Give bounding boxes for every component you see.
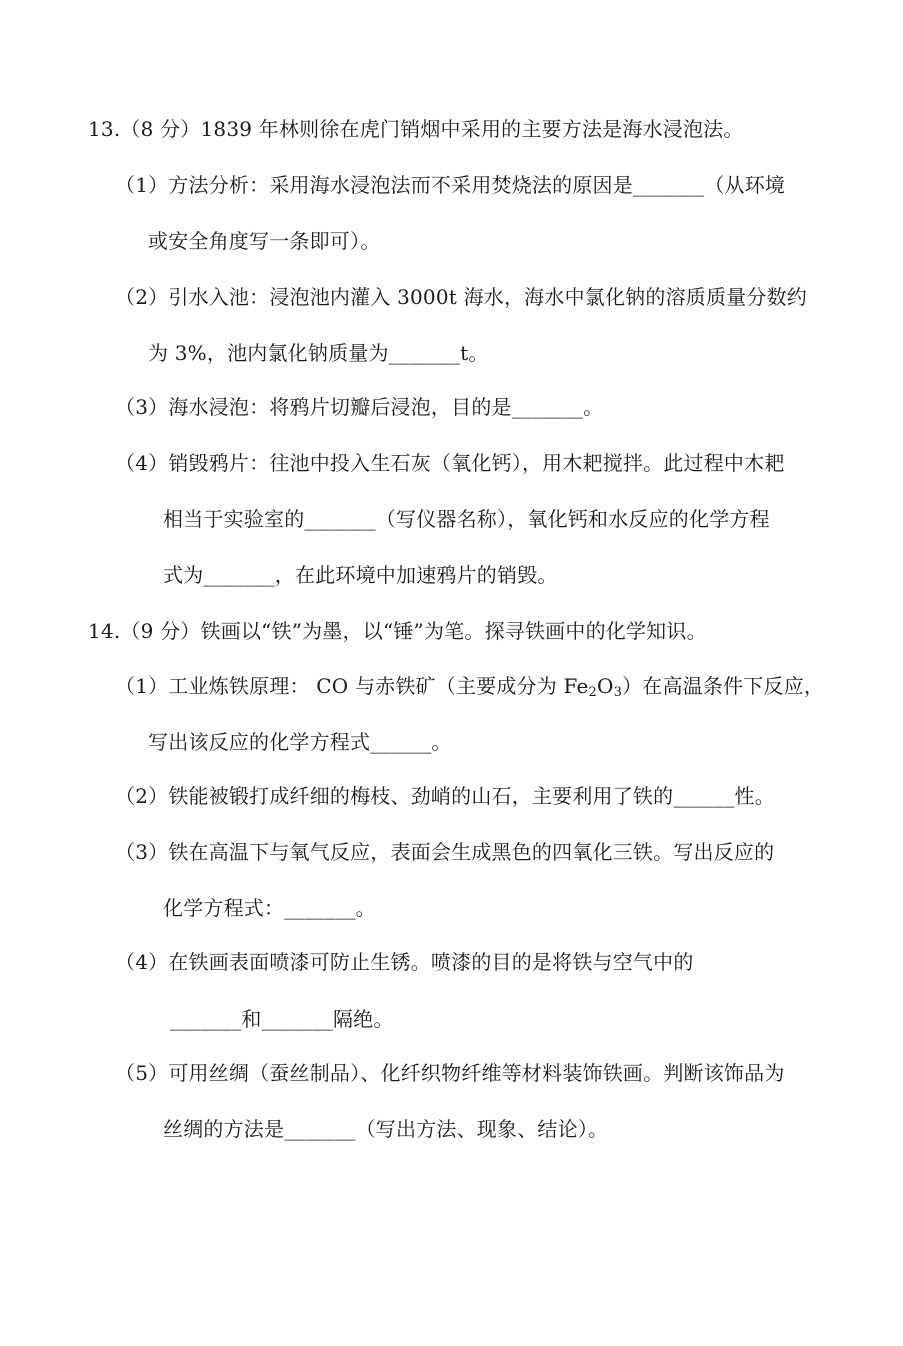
q13-part1-line1: （1）方法分析：采用海水浸泡法而不采用焚烧法的原因是_______（从环境 [115, 173, 786, 197]
q14-part1-text-o: O [597, 674, 614, 698]
subscript-2: 2 [588, 685, 597, 700]
q14-part4-line1: （4）在铁画表面喷漆可防止生锈。喷漆的目的是将铁与空气中的 [115, 950, 694, 974]
q13-title: 13.（8 分）1839 年林则徐在虎门销烟中采用的主要方法是海水浸泡法。 [88, 117, 744, 141]
q14-part1-text-post: ）在高温条件下反应， [622, 674, 825, 698]
q14-part5-line1: （5）可用丝绸（蚕丝制品）、化纤织物纤维等材料装饰铁画。判断该饰品为 [115, 1061, 785, 1085]
q14-part5-line2: 丝绸的方法是_______（写出方法、现象、结论）。 [163, 1117, 609, 1141]
q13-part4-line1: （4）销毁鸦片：往池中投入生石灰（氧化钙），用木耙搅拌。此过程中木耙 [115, 451, 785, 475]
q14-part3-line2: 化学方程式：_______。 [163, 896, 376, 920]
q14-part2: （2）铁能被锻打成纤细的梅枝、劲峭的山石，主要利用了铁的______性。 [115, 784, 775, 808]
q14-part3-line1: （3）铁在高温下与氧气反应，表面会生成黑色的四氧化三铁。写出反应的 [115, 840, 775, 864]
subscript-3: 3 [613, 685, 623, 700]
q13-part2-line1: （2）引水入池：浸泡池内灌入 3000t 海水，海水中氯化钠的溶质质量分数约 [115, 285, 807, 309]
q13-part2-line2: 为 3%，池内氯化钠质量为_______t。 [148, 341, 489, 365]
q14-part1-line2: 写出该反应的化学方程式______。 [148, 730, 452, 754]
q13-part3: （3）海水浸泡：将鸦片切瓣后浸泡，目的是_______。 [115, 395, 604, 419]
q14-part4-line2: _______和_______隔绝。 [170, 1007, 394, 1031]
q14-part1-text-pre: （1）工业炼铁原理： CO 与赤铁矿（主要成分为 Fe [115, 674, 589, 698]
q14-part1-line1 [115, 672, 824, 700]
q14-title: 14.（9 分）铁画以“铁”为墨，以“锤”为笔。探寻铁画中的化学知识。 [88, 619, 707, 643]
q13-part4-line2: 相当于实验室的_______（写仪器名称），氧化钙和水反应的化学方程 [163, 507, 770, 531]
q13-part4-line3: 式为_______，在此环境中加速鸦片的销毁。 [163, 563, 558, 587]
q13-part1-line2: 或安全角度写一条即可）。 [148, 229, 381, 253]
